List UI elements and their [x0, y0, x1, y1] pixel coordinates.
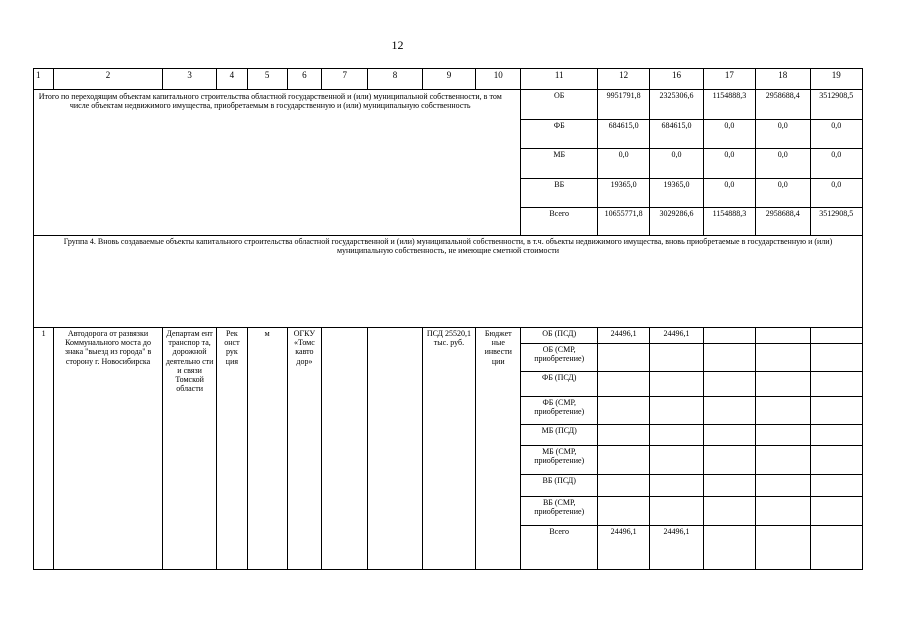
- column-header: 7: [322, 69, 368, 90]
- value-cell: [650, 497, 703, 526]
- source-label: ФБ: [521, 120, 598, 149]
- value-cell: [756, 475, 810, 497]
- source-label: МБ (ПСД): [521, 425, 598, 446]
- source-label: ОБ: [521, 90, 598, 120]
- totals-label: Итого по переходящим объектам капитального строительства областной государственной и (или) муниципальной собственности, в том числе объектам недвижимого имущества, приобретаемым в государственную и (или) муниципальную собственность: [34, 90, 521, 236]
- value-cell: [650, 397, 703, 425]
- value-cell: 2958688,4: [756, 90, 810, 120]
- value-cell: [703, 328, 755, 344]
- value-cell: [756, 526, 810, 570]
- column-header: 9: [422, 69, 475, 90]
- value-cell: [650, 446, 703, 475]
- object-col8: [368, 328, 422, 570]
- object-customer: ОГКУ «Томс кавто дор»: [287, 328, 321, 570]
- value-cell: 2958688,4: [756, 208, 810, 236]
- value-cell: [810, 425, 863, 446]
- value-cell: [703, 344, 755, 372]
- value-cell: 684615,0: [597, 120, 649, 149]
- value-cell: [703, 446, 755, 475]
- column-header: 10: [476, 69, 521, 90]
- group-title: Группа 4. Вновь создаваемые объекты капитального строительства областной государственной и (или) муниципальной собственности, в т.ч. объекты недвижимого имущества, вновь приобретаемые в государственную и (или) муниципальную собственность, не имеющие сметной стоимости: [34, 236, 863, 328]
- value-cell: [756, 372, 810, 397]
- value-cell: 0,0: [703, 179, 755, 208]
- value-cell: [703, 425, 755, 446]
- column-header-row: [34, 69, 863, 90]
- source-label: ВБ (СМР, приобретение): [521, 497, 598, 526]
- object-work-type: Рек онст рук ция: [217, 328, 247, 570]
- value-cell: 0,0: [810, 149, 863, 179]
- value-cell: [650, 425, 703, 446]
- object-unit: м: [247, 328, 287, 570]
- value-cell: [703, 397, 755, 425]
- value-cell: [810, 446, 863, 475]
- column-header: 3: [162, 69, 216, 90]
- value-cell: 19365,0: [597, 179, 649, 208]
- column-header: 4: [217, 69, 247, 90]
- value-cell: [703, 372, 755, 397]
- value-cell: [756, 397, 810, 425]
- totals-row: [34, 90, 863, 120]
- value-cell: 24496,1: [650, 526, 703, 570]
- object-row: [34, 328, 863, 344]
- value-cell: [650, 372, 703, 397]
- value-cell: 0,0: [810, 120, 863, 149]
- value-cell: 0,0: [703, 149, 755, 179]
- value-cell: 10655771,8: [597, 208, 649, 236]
- object-financing-type: Бюджет ные инвести ции: [476, 328, 521, 570]
- value-cell: [703, 475, 755, 497]
- value-cell: [597, 344, 649, 372]
- object-number: 1: [34, 328, 54, 570]
- value-cell: [597, 446, 649, 475]
- column-header: 2: [54, 69, 163, 90]
- value-cell: [810, 328, 863, 344]
- value-cell: [597, 397, 649, 425]
- value-cell: 0,0: [650, 149, 703, 179]
- source-label: ФБ (СМР, приобретение): [521, 397, 598, 425]
- object-name: Автодорога от развязки Коммунального моста до знака "выезд из города" в сторону г. Новосибирска: [54, 328, 163, 570]
- value-cell: 1154888,3: [703, 208, 755, 236]
- value-cell: [756, 446, 810, 475]
- value-cell: 24496,1: [597, 526, 649, 570]
- value-cell: 0,0: [703, 120, 755, 149]
- value-cell: [756, 497, 810, 526]
- value-cell: [810, 344, 863, 372]
- column-header: 6: [287, 69, 321, 90]
- value-cell: [597, 372, 649, 397]
- source-label: ВБ: [521, 179, 598, 208]
- value-cell: [810, 526, 863, 570]
- value-cell: [810, 475, 863, 497]
- value-cell: 684615,0: [650, 120, 703, 149]
- value-cell: [597, 425, 649, 446]
- column-header: 19: [810, 69, 863, 90]
- value-cell: 24496,1: [597, 328, 649, 344]
- value-cell: 3512908,5: [810, 90, 863, 120]
- value-cell: 0,0: [756, 149, 810, 179]
- value-cell: 2325306,6: [650, 90, 703, 120]
- source-label: МБ (СМР, приобретение): [521, 446, 598, 475]
- group-header-row: [34, 236, 863, 328]
- value-cell: 3512908,5: [810, 208, 863, 236]
- value-cell: [703, 526, 755, 570]
- value-cell: [810, 372, 863, 397]
- source-label: Всего: [521, 526, 598, 570]
- column-header: 17: [703, 69, 755, 90]
- value-cell: 24496,1: [650, 328, 703, 344]
- column-header: 11: [521, 69, 598, 90]
- value-cell: [597, 475, 649, 497]
- column-header: 12: [597, 69, 649, 90]
- column-header: 16: [650, 69, 703, 90]
- value-cell: [650, 475, 703, 497]
- object-cost: ПСД 25520,1 тыс. руб.: [422, 328, 475, 570]
- value-cell: [597, 497, 649, 526]
- value-cell: [650, 344, 703, 372]
- page-number: 12: [391, 38, 404, 52]
- value-cell: [810, 497, 863, 526]
- column-header: 1: [34, 69, 54, 90]
- column-header: 8: [368, 69, 422, 90]
- source-label: ОБ (СМР, приобретение): [521, 344, 598, 372]
- source-label: Всего: [521, 208, 598, 236]
- program-table: [33, 68, 863, 570]
- source-label: ФБ (ПСД): [521, 372, 598, 397]
- value-cell: 1154888,3: [703, 90, 755, 120]
- value-cell: 0,0: [756, 179, 810, 208]
- value-cell: 3029286,6: [650, 208, 703, 236]
- value-cell: 0,0: [810, 179, 863, 208]
- value-cell: 19365,0: [650, 179, 703, 208]
- value-cell: 9951791,8: [597, 90, 649, 120]
- value-cell: [756, 328, 810, 344]
- value-cell: [810, 397, 863, 425]
- column-header: 5: [247, 69, 287, 90]
- source-label: ОБ (ПСД): [521, 328, 598, 344]
- source-label: МБ: [521, 149, 598, 179]
- value-cell: [756, 344, 810, 372]
- value-cell: [756, 425, 810, 446]
- column-header: 18: [756, 69, 810, 90]
- object-department: Департам ент транспор та, дорожной деятельно сти и связи Томской области: [162, 328, 216, 570]
- value-cell: [703, 497, 755, 526]
- source-label: ВБ (ПСД): [521, 475, 598, 497]
- value-cell: 0,0: [756, 120, 810, 149]
- value-cell: 0,0: [597, 149, 649, 179]
- object-col7: [322, 328, 368, 570]
